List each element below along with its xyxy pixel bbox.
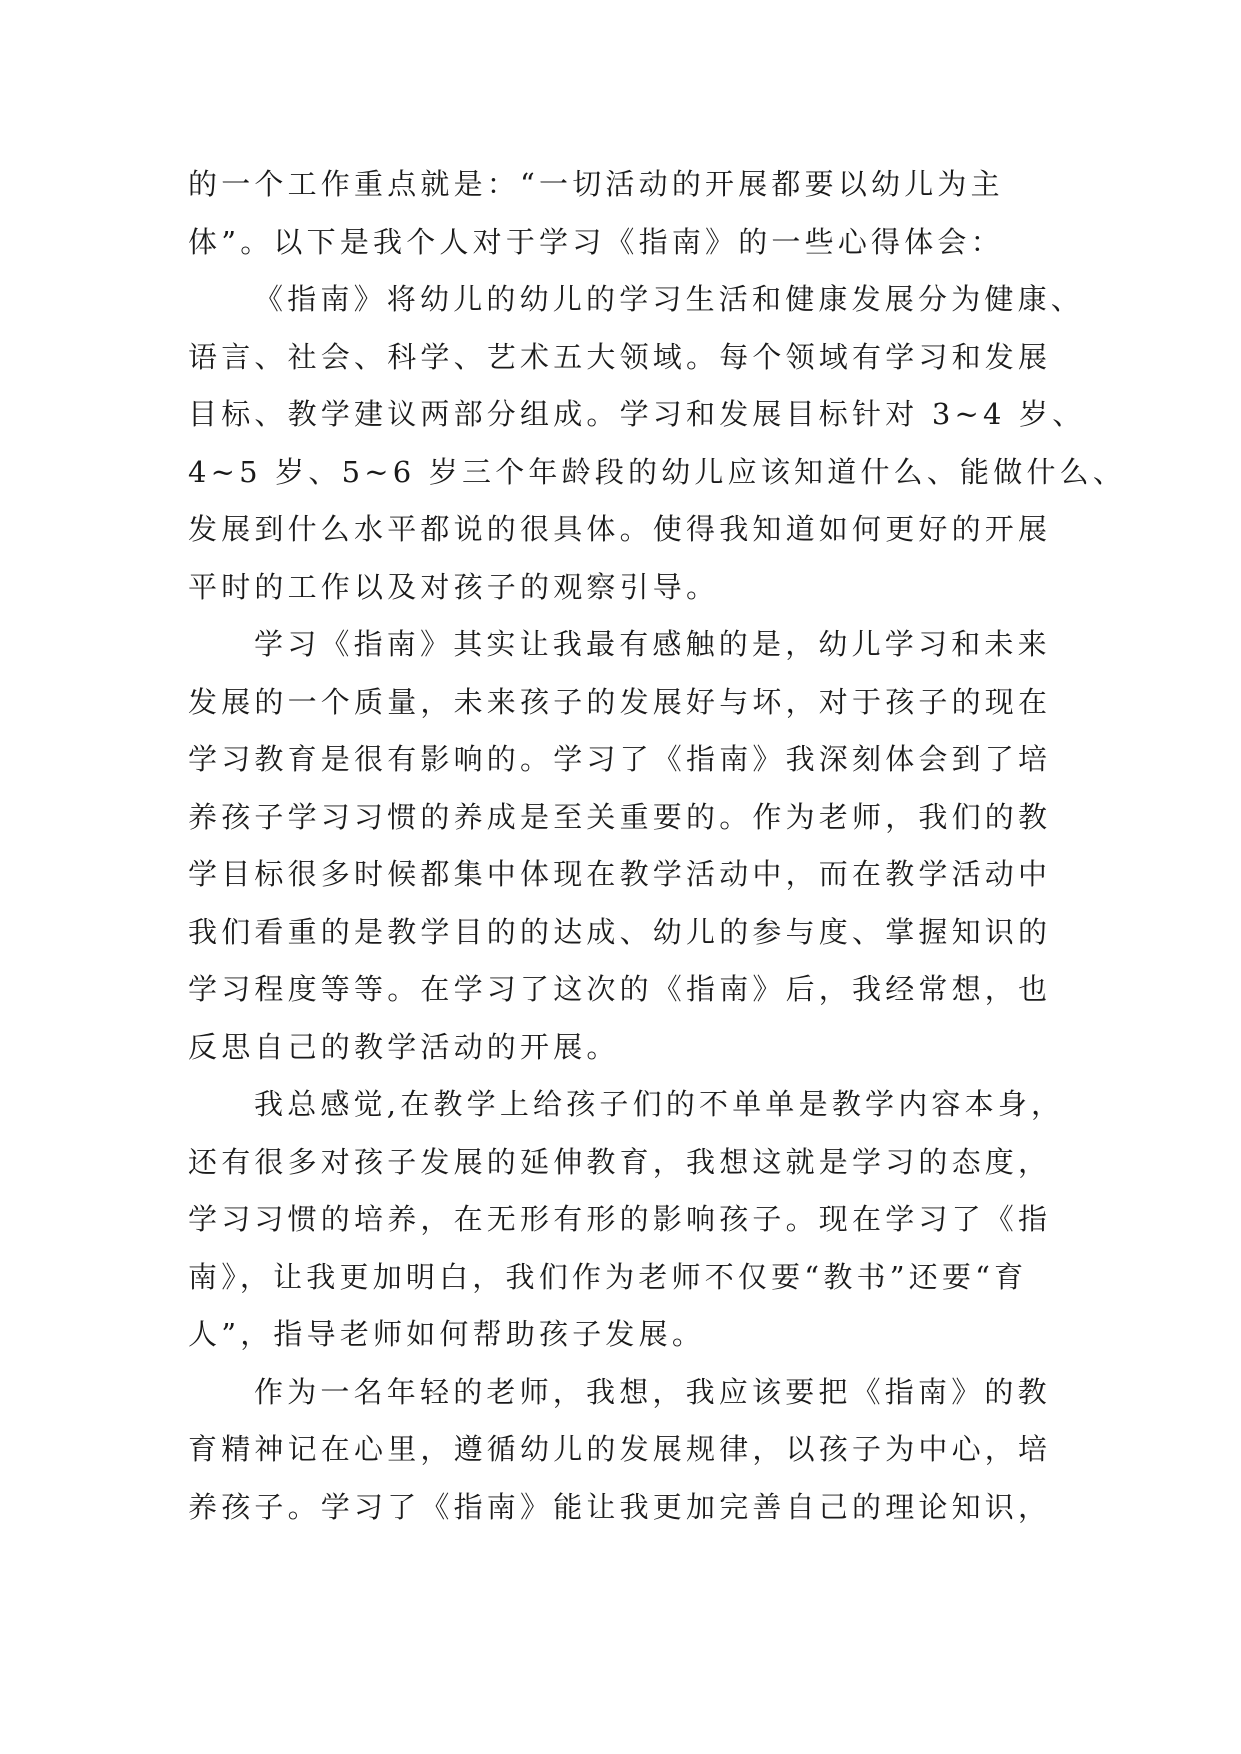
text-line: 学习教育是很有影响的。学习了《指南》我深刻体会到了培 [188,742,1052,776]
text-line: 学目标很多时候都集中体现在教学活动中，而在教学活动中 [188,857,1052,891]
text-line: 的一个工作重点就是：“一切活动的开展都要以幼儿为主 [188,167,1004,201]
text-line: 人”，指导老师如何帮助孩子发展。 [188,1317,706,1351]
text-line: 学习《指南》其实让我最有感触的是，幼儿学习和未来 [254,627,1051,661]
text-line: 我们看重的是教学目的的达成、幼儿的参与度、掌握知识的 [188,914,1052,949]
text-line: 发展的一个质量，未来孩子的发展好与坏，对于孩子的现在 [188,684,1052,719]
text-line: 《指南》将幼儿的幼儿的学习生活和健康发展分为健康、 [254,282,1085,316]
text-line: 养孩子。学习了《指南》能让我更加完善自己的理论知识， [188,1489,1052,1524]
document-body [188,156,1127,1536]
text-line: 体”。以下是我个人对于学习《指南》的一些心得体会： [188,224,1004,259]
text-line: 南》，让我更加明白，我们作为老师不仅要“教书”还要“育 [188,1259,1028,1294]
text-line: 育精神记在心里，遵循幼儿的发展规律，以孩子为中心，培 [188,1432,1052,1466]
text-line: 我总感觉,在教学上给孩子们的不单单是教学内容本身， [254,1087,1065,1121]
text-line: 学习习惯的培养，在无形有形的影响孩子。现在学习了《指 [188,1202,1052,1236]
text-line: 语言、社会、科学、艺术五大领域。每个领域有学习和发展 [188,339,1052,374]
text-line: 还有很多对孩子发展的延伸教育，我想这就是学习的态度， [188,1144,1052,1179]
text-line: 养孩子学习习惯的养成是至关重要的。作为老师，我们的教 [188,799,1052,834]
text-line: 目标、教学建议两部分组成。学习和发展目标针对 3~4 岁、 [188,397,1086,431]
text-line: 发展到什么水平都说的很具体。使得我知道如何更好的开展 [188,512,1052,546]
text-line: 作为一名年轻的老师，我想，我应该要把《指南》的教 [254,1374,1051,1409]
text-line: 反思自己的教学活动的开展。 [188,1029,620,1064]
text-line: 学习程度等等。在学习了这次的《指南》后，我经常想，也 [188,972,1052,1006]
text-line: 平时的工作以及对孩子的观察引导。 [188,569,720,604]
text-line: 4~5 岁、5~6 岁三个年龄段的幼儿应该知道什么、能做什么、 [188,454,1127,489]
